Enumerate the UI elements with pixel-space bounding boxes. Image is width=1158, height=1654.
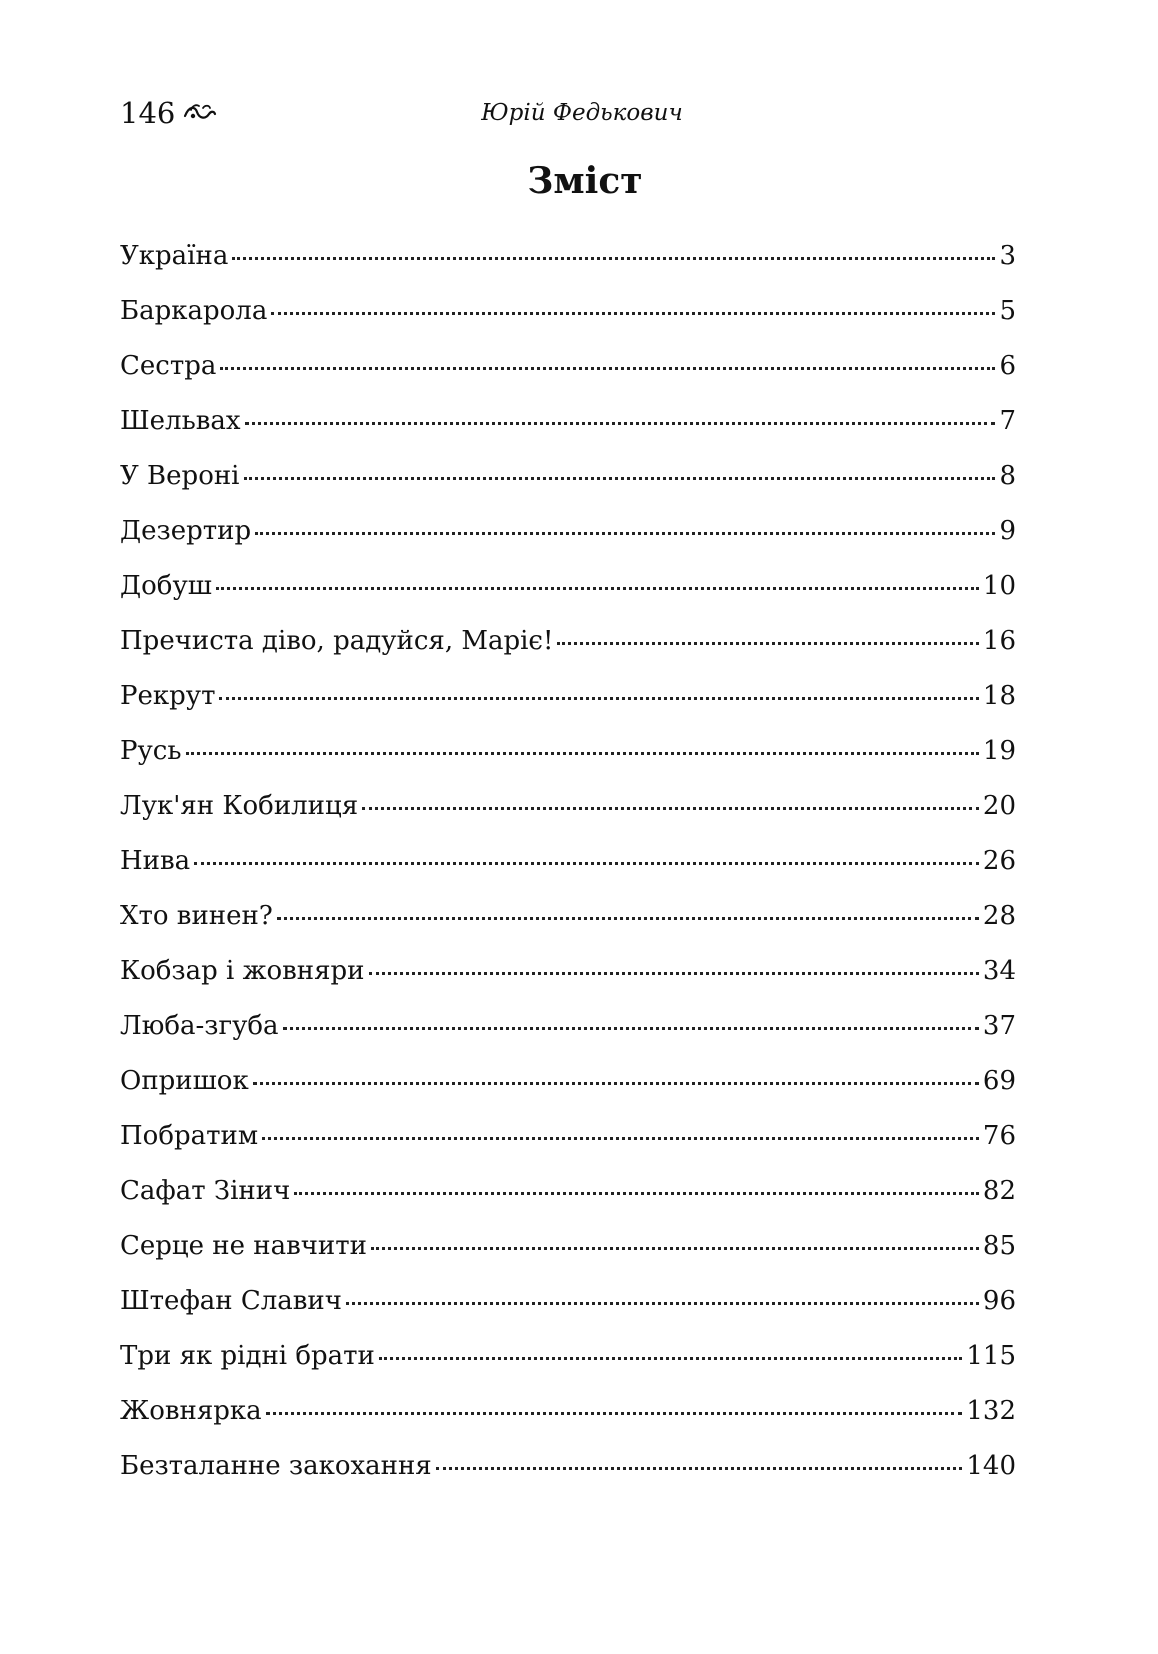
toc-entry-title: Добуш: [120, 571, 212, 601]
toc-dot-leader: [253, 1081, 979, 1085]
toc-dot-leader: [271, 311, 995, 315]
toc-entry-page: 69: [982, 1066, 1016, 1096]
toc-entry-title: Хто винен?: [120, 901, 273, 931]
toc-dot-leader: [186, 751, 979, 755]
toc-entry: [120, 1066, 1016, 1121]
toc-entry-page: 132: [966, 1396, 1016, 1426]
toc-dot-leader: [557, 641, 978, 645]
toc-dot-leader: [283, 1026, 979, 1030]
toc-dot-leader: [346, 1301, 979, 1305]
toc-entry-title: Лук'ян Кобилиця: [120, 791, 359, 821]
toc-entry-title: Три як рідні брати: [120, 1341, 375, 1371]
toc-entry: [120, 791, 1016, 846]
toc-entry: [120, 1286, 1016, 1341]
toc-entry: [120, 406, 1016, 461]
toc-dot-leader: [245, 421, 996, 425]
toc-entry: [120, 296, 1016, 351]
toc-entry-page: 6: [999, 351, 1016, 381]
page-number: 146: [120, 96, 176, 130]
toc-entry-title: Русь: [120, 736, 182, 766]
toc-entry: [120, 351, 1016, 406]
toc-entry-page: 16: [982, 626, 1016, 656]
toc-dot-leader: [266, 1411, 963, 1415]
toc-entry-page: 96: [982, 1286, 1016, 1316]
toc-dot-leader: [194, 861, 979, 865]
toc-entry-title: Безталанне закохання: [120, 1451, 432, 1481]
toc-entry-page: 76: [982, 1121, 1016, 1151]
toc-entry: [120, 681, 1016, 736]
toc-entry-page: 82: [982, 1176, 1016, 1206]
page-header: [120, 96, 1020, 136]
toc-entry-page: 8: [999, 461, 1016, 491]
toc-entry-page: 34: [982, 956, 1016, 986]
toc-entry-page: 5: [999, 296, 1016, 326]
toc-entry: [120, 241, 1016, 296]
toc-dot-leader: [294, 1191, 979, 1195]
toc-title: Зміст: [527, 160, 643, 202]
toc-entry-page: 3: [999, 241, 1016, 271]
toc-entry: [120, 1396, 1016, 1451]
toc-entry: [120, 1176, 1016, 1231]
toc-entry-title: Шельвах: [120, 406, 241, 436]
toc-entry: [120, 846, 1016, 901]
toc-entry: [120, 461, 1016, 516]
toc-entry-title: Дезертир: [120, 516, 252, 546]
toc-dot-leader: [369, 971, 979, 975]
toc-entry-page: 115: [966, 1341, 1016, 1371]
toc-entry-title: Опришок: [120, 1066, 249, 1096]
toc-entry-page: 20: [982, 791, 1016, 821]
running-head-author: Юрій Федькович: [481, 100, 683, 126]
toc-entry-page: 28: [982, 901, 1016, 931]
toc-entry: [120, 1341, 1016, 1396]
toc-entry-title: Жовнярка: [120, 1396, 262, 1426]
toc-entry: [120, 1231, 1016, 1286]
toc-dot-leader: [379, 1356, 962, 1360]
toc-entry-title: Україна: [120, 241, 229, 271]
toc-dot-leader: [220, 366, 995, 370]
toc-entry-title: Люба-згуба: [120, 1011, 279, 1041]
toc-entry: [120, 1451, 1016, 1506]
toc-dot-leader: [219, 696, 978, 700]
toc-entry: [120, 626, 1016, 681]
toc-dot-leader: [371, 1246, 979, 1250]
toc-entry-title: Штефан Славич: [120, 1286, 342, 1316]
toc-dot-leader: [262, 1136, 979, 1140]
toc-entry-title: У Вероні: [120, 461, 240, 491]
toc-entry-page: 19: [982, 736, 1016, 766]
toc-entry-page: 18: [982, 681, 1016, 711]
toc-entry-page: 9: [999, 516, 1016, 546]
toc-entry: [120, 901, 1016, 956]
toc-entry-page: 37: [982, 1011, 1016, 1041]
toc-dot-leader: [244, 476, 996, 480]
toc-entry-title: Пречиста діво, радуйся, Маріє!: [120, 626, 554, 656]
toc-entry-page: 140: [966, 1451, 1016, 1481]
toc-dot-leader: [436, 1466, 963, 1470]
toc-entry: [120, 571, 1016, 626]
toc-dot-leader: [255, 531, 995, 535]
toc-entry-page: 10: [982, 571, 1016, 601]
toc-entry: [120, 516, 1016, 571]
toc-dot-leader: [277, 916, 979, 920]
toc-entry-title: Побратим: [120, 1121, 259, 1151]
toc-entry-title: Баркарола: [120, 296, 268, 326]
toc-dot-leader: [232, 256, 995, 260]
toc-entry: [120, 736, 1016, 791]
toc-entry-title: Нива: [120, 846, 191, 876]
toc-entry-title: Серце не навчити: [120, 1231, 367, 1261]
toc-entry-page: 7: [999, 406, 1016, 436]
toc-entry-title: Сафат Зінич: [120, 1176, 291, 1206]
toc-entry-title: Кобзар і жовняри: [120, 956, 365, 986]
toc-entry-page: 85: [982, 1231, 1016, 1261]
toc-entry-title: Рекрут: [120, 681, 216, 711]
toc-entry: [120, 1011, 1016, 1066]
toc-list: [120, 241, 1016, 1506]
toc-entry: [120, 956, 1016, 1011]
toc-dot-leader: [216, 586, 979, 590]
toc-dot-leader: [362, 806, 979, 810]
toc-entry: [120, 1121, 1016, 1176]
toc-entry-title: Сестра: [120, 351, 217, 381]
toc-entry-page: 26: [982, 846, 1016, 876]
